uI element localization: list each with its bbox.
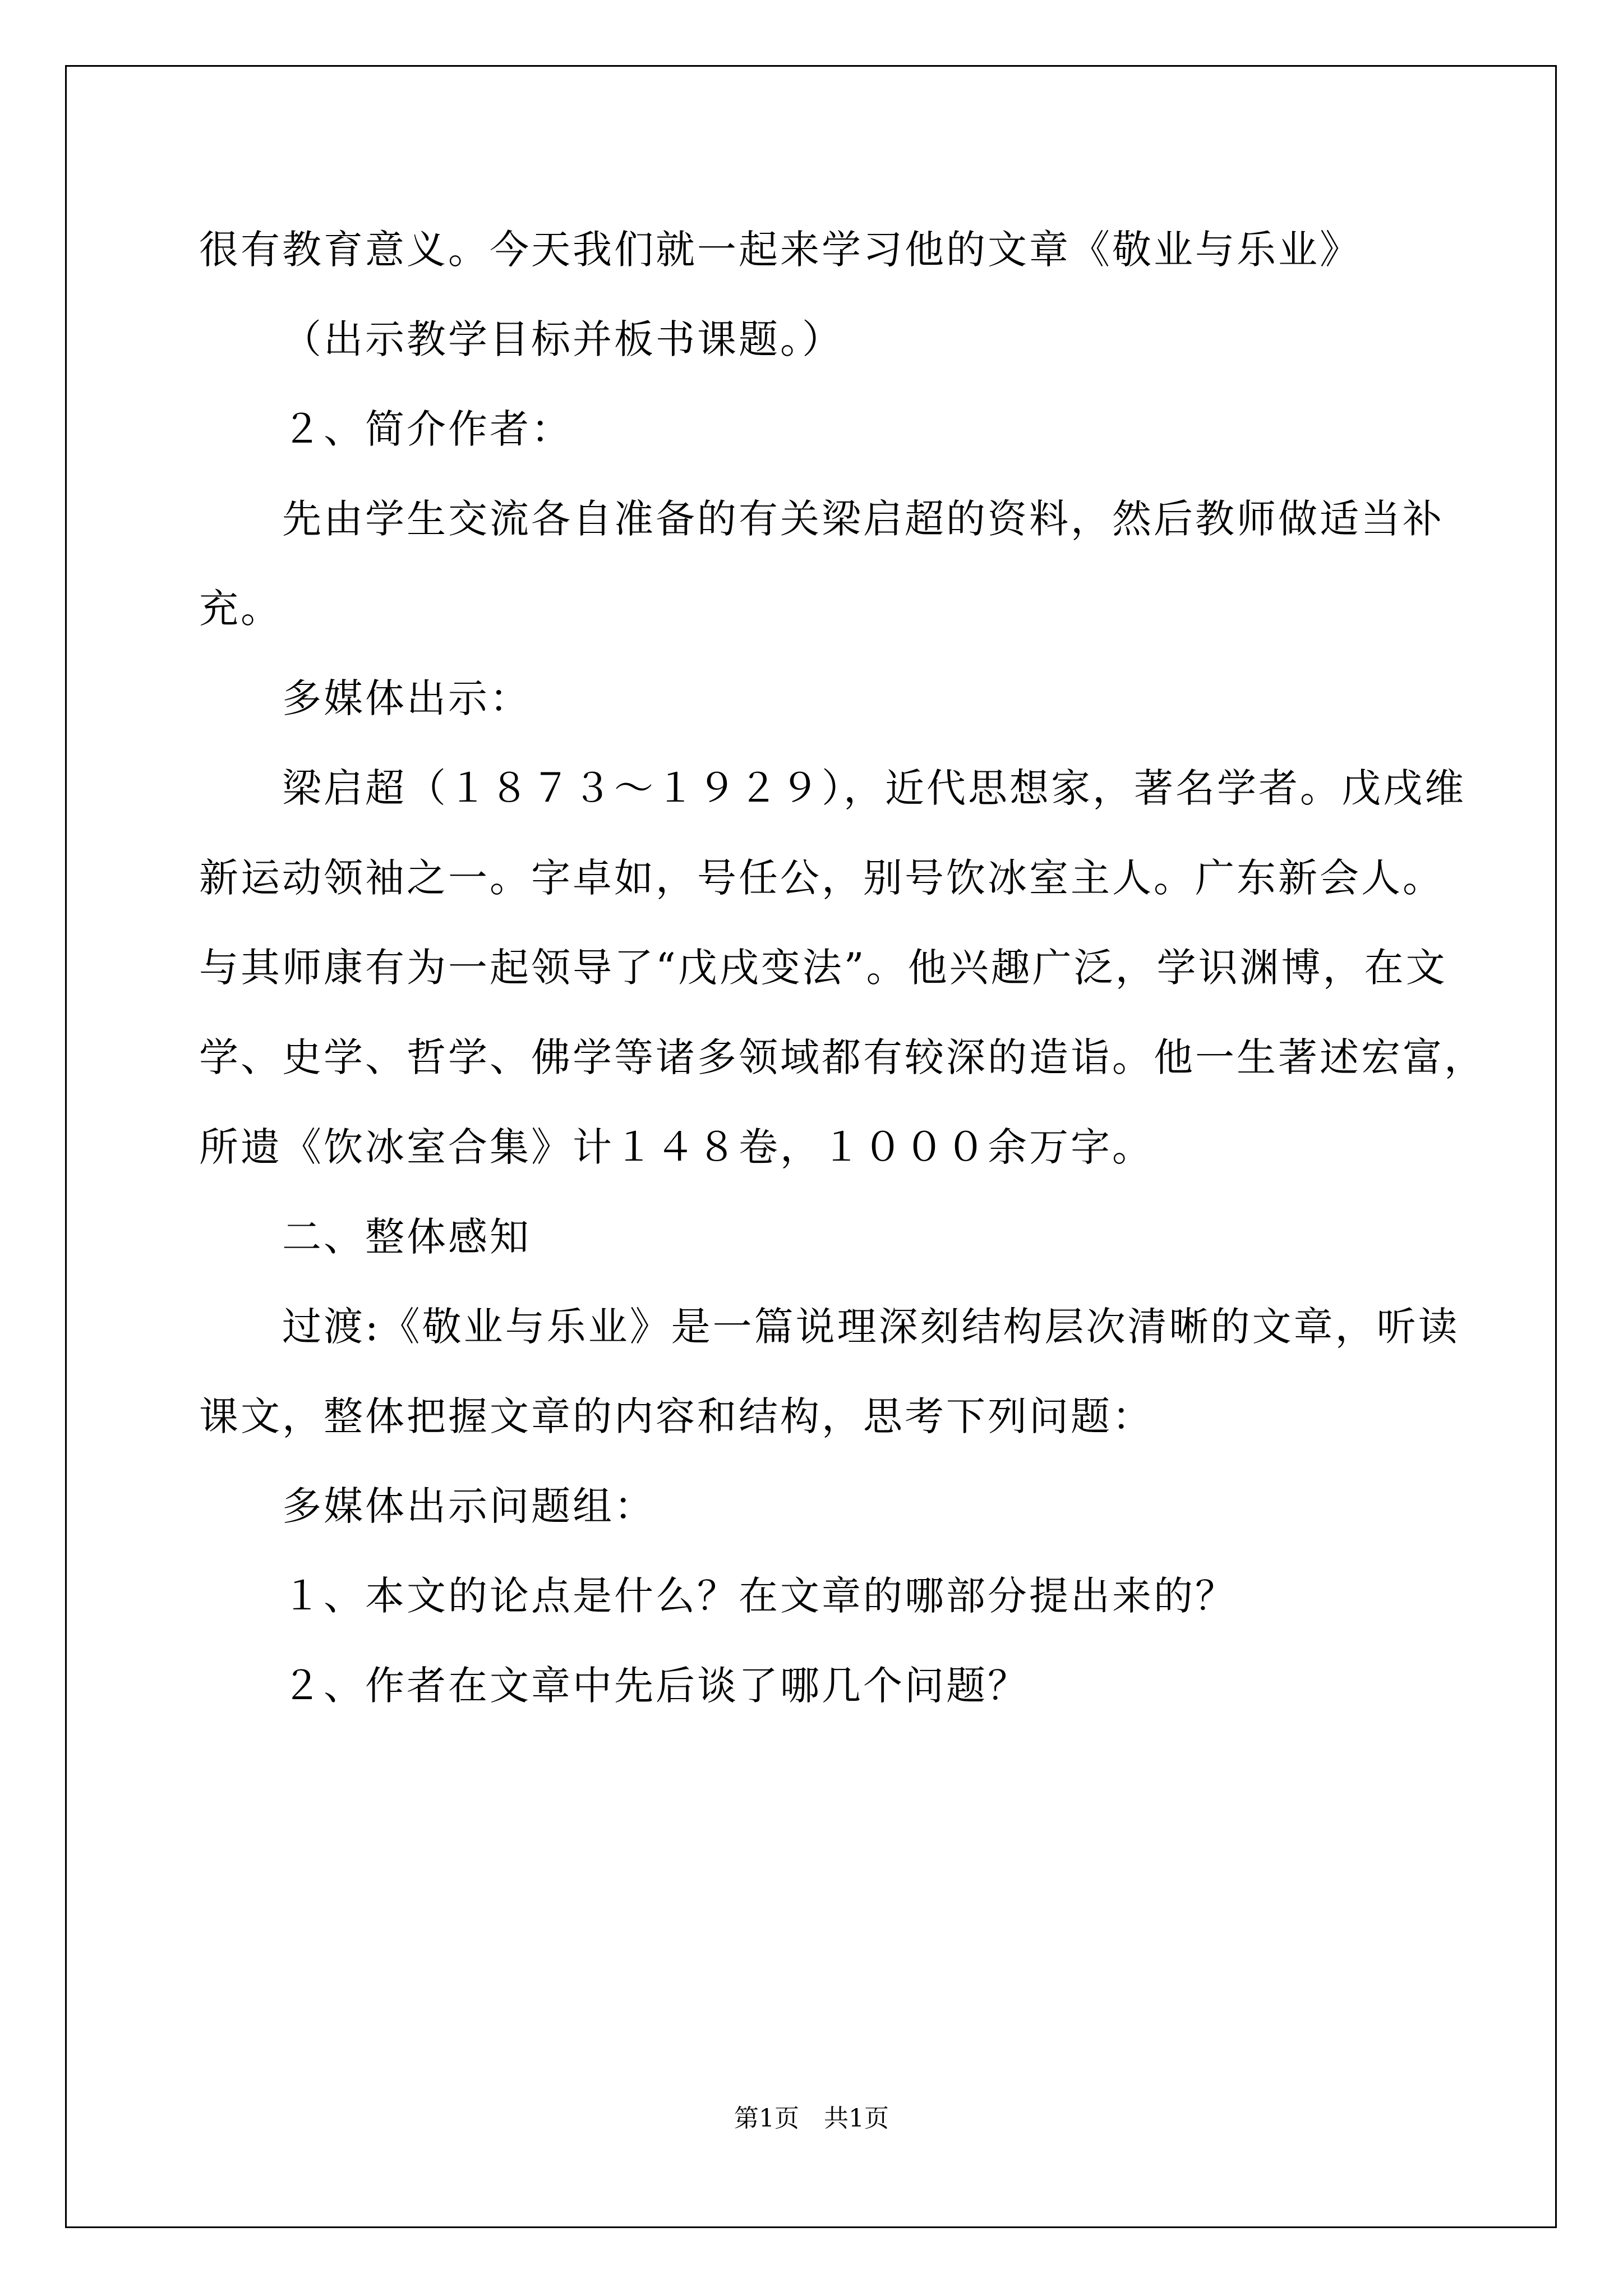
- text-line-6: 多媒体出示：: [282, 675, 531, 721]
- text-line-15: 多媒体出示问题组：: [282, 1483, 656, 1529]
- text-line-9: 与其师康有为一起领导了“戊戌变法”。他兴趣广泛，学识渊博，在文: [199, 945, 1447, 991]
- text-line-14: 课文，整体把握文章的内容和结构，思考下列问题：: [199, 1393, 1154, 1439]
- text-line-11: 所遗《饮冰室合集》计１４８卷，１０００余万字。: [199, 1124, 1154, 1170]
- text-line-16: １、本文的论点是什么？在文章的哪部分提出来的？: [282, 1573, 1237, 1619]
- text-line-8: 新运动领袖之一。字卓如，号任公，别号饮冰室主人。广东新会人。: [199, 855, 1444, 901]
- text-line-4: 先由学生交流各自准备的有关梁启超的资料，然后教师做适当补: [282, 496, 1444, 542]
- text-line-7: 梁启超（１８７３～１９２９），近代思想家，著名学者。戊戌维: [282, 765, 1466, 811]
- page-number-footer: 第1页 共1页: [734, 2104, 889, 2133]
- text-line-12: 二、整体感知: [282, 1214, 531, 1260]
- text-line-5: 充。: [199, 586, 282, 632]
- text-line-2: （出示教学目标并板书课题。）: [282, 316, 843, 362]
- text-line-17: ２、作者在文章中先后谈了哪几个问题？: [282, 1663, 1029, 1709]
- text-line-1: 很有教育意义。今天我们就一起来学习他的文章《敬业与乐业》: [199, 227, 1361, 273]
- text-line-3: ２、简介作者：: [282, 406, 573, 452]
- text-line-13: 过渡:《敬业与乐业》是一篇说理深刻结构层次清晰的文章，听读: [282, 1304, 1460, 1350]
- text-line-10: 学、史学、哲学、佛学等诸多领域都有较深的造诣。他一生著述宏富，: [199, 1034, 1486, 1080]
